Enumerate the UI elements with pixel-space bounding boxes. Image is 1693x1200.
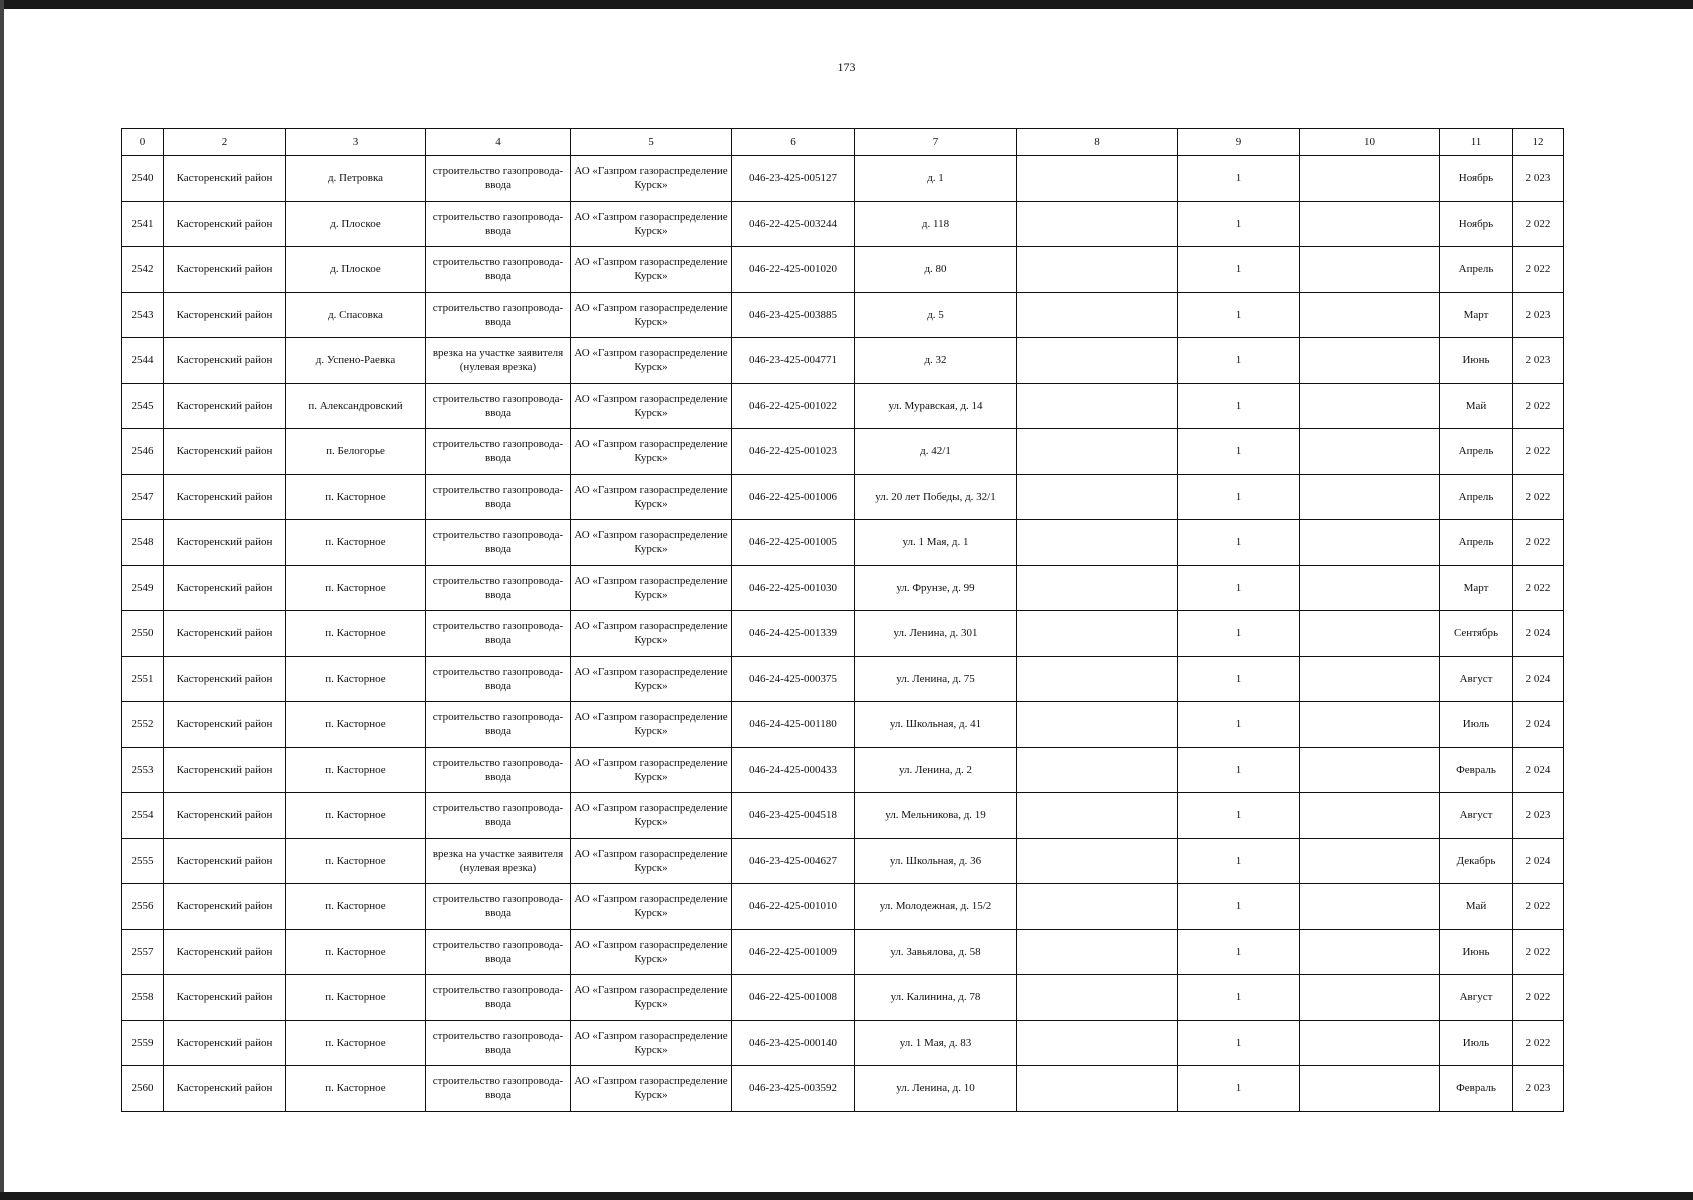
organization-cell: АО «Газпром газораспределение Курск»: [571, 1066, 732, 1112]
settlement-cell: п. Касторное: [286, 747, 426, 793]
column-10-cell: [1300, 747, 1440, 793]
column-10-cell: [1300, 884, 1440, 930]
table-row: [122, 702, 1564, 748]
column-8-cell: [1017, 611, 1178, 657]
page-number: 173: [837, 60, 856, 74]
table-row: [122, 793, 1564, 839]
column-header: 8: [1017, 129, 1178, 156]
organization-cell: АО «Газпром газораспределение Курск»: [571, 838, 732, 884]
quantity-cell: 1: [1178, 338, 1300, 384]
row-number: 2557: [122, 929, 164, 975]
month-cell: Апрель: [1440, 474, 1513, 520]
table-row: [122, 338, 1564, 384]
column-8-cell: [1017, 565, 1178, 611]
code-cell: 046-23-425-005127: [732, 156, 855, 202]
year-cell: 2 022: [1513, 884, 1564, 930]
row-number: 2541: [122, 201, 164, 247]
address-cell: ул. 1 Мая, д. 83: [855, 1020, 1017, 1066]
address-cell: ул. Ленина, д. 10: [855, 1066, 1017, 1112]
column-10-cell: [1300, 474, 1440, 520]
month-cell: Май: [1440, 383, 1513, 429]
row-number: 2558: [122, 975, 164, 1021]
district-cell: Касторенский район: [164, 611, 286, 657]
column-10-cell: [1300, 520, 1440, 566]
row-number: 2553: [122, 747, 164, 793]
district-cell: Касторенский район: [164, 929, 286, 975]
table-row: [122, 383, 1564, 429]
column-header: 11: [1440, 129, 1513, 156]
district-cell: Касторенский район: [164, 702, 286, 748]
table-row: [122, 929, 1564, 975]
table-row: [122, 247, 1564, 293]
address-cell: ул. Муравская, д. 14: [855, 383, 1017, 429]
row-number: 2546: [122, 429, 164, 475]
quantity-cell: 1: [1178, 702, 1300, 748]
address-cell: д. 1: [855, 156, 1017, 202]
row-number: 2552: [122, 702, 164, 748]
code-cell: 046-24-425-001339: [732, 611, 855, 657]
code-cell: 046-24-425-000433: [732, 747, 855, 793]
scan-border-top: [0, 0, 1693, 9]
work-type-cell: строительство газопровода-ввода: [426, 929, 571, 975]
table-row: [122, 565, 1564, 611]
quantity-cell: 1: [1178, 292, 1300, 338]
year-cell: 2 022: [1513, 1020, 1564, 1066]
table-row: [122, 838, 1564, 884]
organization-cell: АО «Газпром газораспределение Курск»: [571, 520, 732, 566]
column-8-cell: [1017, 747, 1178, 793]
quantity-cell: 1: [1178, 429, 1300, 475]
year-cell: 2 024: [1513, 702, 1564, 748]
column-10-cell: [1300, 929, 1440, 975]
settlement-cell: п. Касторное: [286, 474, 426, 520]
year-cell: 2 022: [1513, 975, 1564, 1021]
district-cell: Касторенский район: [164, 247, 286, 293]
settlement-cell: п. Касторное: [286, 702, 426, 748]
organization-cell: АО «Газпром газораспределение Курск»: [571, 201, 732, 247]
settlement-cell: п. Касторное: [286, 793, 426, 839]
column-10-cell: [1300, 611, 1440, 657]
organization-cell: АО «Газпром газораспределение Курск»: [571, 747, 732, 793]
column-header: 5: [571, 129, 732, 156]
quantity-cell: 1: [1178, 611, 1300, 657]
quantity-cell: 1: [1178, 975, 1300, 1021]
settlement-cell: п. Касторное: [286, 656, 426, 702]
quantity-cell: 1: [1178, 520, 1300, 566]
address-cell: ул. Завьялова, д. 58: [855, 929, 1017, 975]
code-cell: 046-22-425-001023: [732, 429, 855, 475]
quantity-cell: 1: [1178, 838, 1300, 884]
column-header: 10: [1300, 129, 1440, 156]
column-10-cell: [1300, 656, 1440, 702]
address-cell: ул. Школьная, д. 36: [855, 838, 1017, 884]
quantity-cell: 1: [1178, 1020, 1300, 1066]
quantity-cell: 1: [1178, 656, 1300, 702]
organization-cell: АО «Газпром газораспределение Курск»: [571, 793, 732, 839]
address-cell: ул. Школьная, д. 41: [855, 702, 1017, 748]
district-cell: Касторенский район: [164, 1066, 286, 1112]
quantity-cell: 1: [1178, 565, 1300, 611]
table-row: [122, 1020, 1564, 1066]
address-cell: д. 32: [855, 338, 1017, 384]
organization-cell: АО «Газпром газораспределение Курск»: [571, 338, 732, 384]
column-8-cell: [1017, 884, 1178, 930]
organization-cell: АО «Газпром газораспределение Курск»: [571, 656, 732, 702]
organization-cell: АО «Газпром газораспределение Курск»: [571, 884, 732, 930]
table-row: [122, 884, 1564, 930]
table-body: [122, 156, 1564, 1112]
quantity-cell: 1: [1178, 929, 1300, 975]
column-8-cell: [1017, 1066, 1178, 1112]
district-cell: Касторенский район: [164, 292, 286, 338]
table-row: [122, 975, 1564, 1021]
work-type-cell: строительство газопровода-ввода: [426, 1066, 571, 1112]
code-cell: 046-22-425-001006: [732, 474, 855, 520]
year-cell: 2 024: [1513, 656, 1564, 702]
work-type-cell: строительство газопровода-ввода: [426, 429, 571, 475]
organization-cell: АО «Газпром газораспределение Курск»: [571, 1020, 732, 1066]
column-8-cell: [1017, 520, 1178, 566]
work-type-cell: строительство газопровода-ввода: [426, 884, 571, 930]
settlement-cell: п. Касторное: [286, 1020, 426, 1066]
work-type-cell: строительство газопровода-ввода: [426, 611, 571, 657]
settlement-cell: д. Петровка: [286, 156, 426, 202]
settlement-cell: п. Касторное: [286, 1066, 426, 1112]
work-type-cell: врезка на участке заявителя (нулевая врезка): [426, 838, 571, 884]
organization-cell: АО «Газпром газораспределение Курск»: [571, 565, 732, 611]
table-header: [122, 129, 1564, 156]
column-8-cell: [1017, 838, 1178, 884]
district-cell: Касторенский район: [164, 1020, 286, 1066]
address-cell: ул. 1 Мая, д. 1: [855, 520, 1017, 566]
organization-cell: АО «Газпром газораспределение Курск»: [571, 975, 732, 1021]
quantity-cell: 1: [1178, 1066, 1300, 1112]
work-type-cell: строительство газопровода-ввода: [426, 201, 571, 247]
settlement-cell: п. Касторное: [286, 884, 426, 930]
code-cell: 046-24-425-001180: [732, 702, 855, 748]
row-number: 2544: [122, 338, 164, 384]
organization-cell: АО «Газпром газораспределение Курск»: [571, 611, 732, 657]
address-cell: ул. Ленина, д. 301: [855, 611, 1017, 657]
header-row: [122, 129, 1564, 156]
code-cell: 046-22-425-001009: [732, 929, 855, 975]
organization-cell: АО «Газпром газораспределение Курск»: [571, 156, 732, 202]
column-header: 6: [732, 129, 855, 156]
year-cell: 2 022: [1513, 383, 1564, 429]
column-header: 7: [855, 129, 1017, 156]
month-cell: Ноябрь: [1440, 201, 1513, 247]
year-cell: 2 022: [1513, 429, 1564, 475]
quantity-cell: 1: [1178, 884, 1300, 930]
district-cell: Касторенский район: [164, 747, 286, 793]
month-cell: Ноябрь: [1440, 156, 1513, 202]
column-8-cell: [1017, 1020, 1178, 1066]
work-type-cell: строительство газопровода-ввода: [426, 520, 571, 566]
district-cell: Касторенский район: [164, 201, 286, 247]
code-cell: 046-23-425-003885: [732, 292, 855, 338]
address-cell: д. 42/1: [855, 429, 1017, 475]
district-cell: Касторенский район: [164, 565, 286, 611]
column-10-cell: [1300, 383, 1440, 429]
row-number: 2543: [122, 292, 164, 338]
column-8-cell: [1017, 383, 1178, 429]
row-number: 2559: [122, 1020, 164, 1066]
settlement-cell: д. Успено-Раевка: [286, 338, 426, 384]
settlement-cell: п. Касторное: [286, 975, 426, 1021]
year-cell: 2 022: [1513, 520, 1564, 566]
year-cell: 2 024: [1513, 747, 1564, 793]
code-cell: 046-24-425-000375: [732, 656, 855, 702]
year-cell: 2 023: [1513, 338, 1564, 384]
month-cell: Июль: [1440, 1020, 1513, 1066]
code-cell: 046-23-425-000140: [732, 1020, 855, 1066]
table-row: [122, 747, 1564, 793]
row-number: 2549: [122, 565, 164, 611]
address-cell: ул. Калинина, д. 78: [855, 975, 1017, 1021]
column-10-cell: [1300, 156, 1440, 202]
column-header: 3: [286, 129, 426, 156]
settlement-cell: д. Плоское: [286, 201, 426, 247]
table-row: [122, 520, 1564, 566]
month-cell: Декабрь: [1440, 838, 1513, 884]
registry-table: [121, 128, 1564, 1112]
settlement-cell: п. Касторное: [286, 929, 426, 975]
settlement-cell: д. Плоское: [286, 247, 426, 293]
column-8-cell: [1017, 247, 1178, 293]
month-cell: Июнь: [1440, 929, 1513, 975]
year-cell: 2 023: [1513, 292, 1564, 338]
column-10-cell: [1300, 975, 1440, 1021]
year-cell: 2 022: [1513, 565, 1564, 611]
address-cell: д. 5: [855, 292, 1017, 338]
month-cell: Август: [1440, 793, 1513, 839]
work-type-cell: строительство газопровода-ввода: [426, 156, 571, 202]
column-8-cell: [1017, 474, 1178, 520]
district-cell: Касторенский район: [164, 838, 286, 884]
month-cell: Февраль: [1440, 747, 1513, 793]
code-cell: 046-22-425-001030: [732, 565, 855, 611]
column-8-cell: [1017, 656, 1178, 702]
organization-cell: АО «Газпром газораспределение Курск»: [571, 247, 732, 293]
table-row: [122, 474, 1564, 520]
scan-border-left: [0, 0, 4, 1200]
year-cell: 2 022: [1513, 201, 1564, 247]
work-type-cell: строительство газопровода-ввода: [426, 793, 571, 839]
code-cell: 046-23-425-004627: [732, 838, 855, 884]
quantity-cell: 1: [1178, 201, 1300, 247]
settlement-cell: п. Касторное: [286, 611, 426, 657]
settlement-cell: п. Касторное: [286, 838, 426, 884]
column-10-cell: [1300, 338, 1440, 384]
month-cell: Август: [1440, 656, 1513, 702]
column-header: 9: [1178, 129, 1300, 156]
column-10-cell: [1300, 247, 1440, 293]
year-cell: 2 022: [1513, 247, 1564, 293]
scan-border-bottom: [0, 1192, 1693, 1200]
district-cell: Касторенский район: [164, 656, 286, 702]
organization-cell: АО «Газпром газораспределение Курск»: [571, 292, 732, 338]
row-number: 2548: [122, 520, 164, 566]
table-row: [122, 201, 1564, 247]
settlement-cell: п. Александровский: [286, 383, 426, 429]
column-header: 2: [164, 129, 286, 156]
work-type-cell: строительство газопровода-ввода: [426, 383, 571, 429]
column-10-cell: [1300, 1020, 1440, 1066]
settlement-cell: п. Касторное: [286, 520, 426, 566]
row-number: 2554: [122, 793, 164, 839]
table-row: [122, 611, 1564, 657]
row-number: 2560: [122, 1066, 164, 1112]
table-row: [122, 292, 1564, 338]
column-8-cell: [1017, 201, 1178, 247]
column-header: 4: [426, 129, 571, 156]
column-8-cell: [1017, 429, 1178, 475]
month-cell: Июль: [1440, 702, 1513, 748]
organization-cell: АО «Газпром газораспределение Курск»: [571, 702, 732, 748]
column-10-cell: [1300, 429, 1440, 475]
row-number: 2551: [122, 656, 164, 702]
address-cell: д. 118: [855, 201, 1017, 247]
work-type-cell: строительство газопровода-ввода: [426, 565, 571, 611]
code-cell: 046-22-425-001020: [732, 247, 855, 293]
quantity-cell: 1: [1178, 156, 1300, 202]
work-type-cell: строительство газопровода-ввода: [426, 747, 571, 793]
column-10-cell: [1300, 793, 1440, 839]
column-10-cell: [1300, 1066, 1440, 1112]
district-cell: Касторенский район: [164, 338, 286, 384]
quantity-cell: 1: [1178, 383, 1300, 429]
quantity-cell: 1: [1178, 793, 1300, 839]
year-cell: 2 024: [1513, 611, 1564, 657]
month-cell: Сентябрь: [1440, 611, 1513, 657]
code-cell: 046-22-425-001005: [732, 520, 855, 566]
work-type-cell: строительство газопровода-ввода: [426, 292, 571, 338]
district-cell: Касторенский район: [164, 474, 286, 520]
address-cell: ул. 20 лет Победы, д. 32/1: [855, 474, 1017, 520]
column-10-cell: [1300, 838, 1440, 884]
column-10-cell: [1300, 565, 1440, 611]
district-cell: Касторенский район: [164, 793, 286, 839]
quantity-cell: 1: [1178, 747, 1300, 793]
row-number: 2555: [122, 838, 164, 884]
column-10-cell: [1300, 201, 1440, 247]
row-number: 2556: [122, 884, 164, 930]
settlement-cell: д. Спасовка: [286, 292, 426, 338]
district-cell: Касторенский район: [164, 383, 286, 429]
code-cell: 046-23-425-004771: [732, 338, 855, 384]
quantity-cell: 1: [1178, 247, 1300, 293]
column-8-cell: [1017, 338, 1178, 384]
settlement-cell: п. Касторное: [286, 565, 426, 611]
row-number: 2550: [122, 611, 164, 657]
month-cell: Апрель: [1440, 247, 1513, 293]
organization-cell: АО «Газпром газораспределение Курск»: [571, 429, 732, 475]
code-cell: 046-22-425-001022: [732, 383, 855, 429]
work-type-cell: строительство газопровода-ввода: [426, 702, 571, 748]
work-type-cell: строительство газопровода-ввода: [426, 656, 571, 702]
year-cell: 2 023: [1513, 156, 1564, 202]
code-cell: 046-23-425-003592: [732, 1066, 855, 1112]
address-cell: ул. Фрунзе, д. 99: [855, 565, 1017, 611]
year-cell: 2 022: [1513, 929, 1564, 975]
settlement-cell: п. Белогорье: [286, 429, 426, 475]
work-type-cell: строительство газопровода-ввода: [426, 975, 571, 1021]
row-number: 2547: [122, 474, 164, 520]
district-cell: Касторенский район: [164, 884, 286, 930]
column-10-cell: [1300, 292, 1440, 338]
column-8-cell: [1017, 702, 1178, 748]
work-type-cell: строительство газопровода-ввода: [426, 474, 571, 520]
year-cell: 2 023: [1513, 793, 1564, 839]
month-cell: Июнь: [1440, 338, 1513, 384]
column-8-cell: [1017, 793, 1178, 839]
year-cell: 2 023: [1513, 1066, 1564, 1112]
month-cell: Март: [1440, 565, 1513, 611]
code-cell: 046-22-425-001008: [732, 975, 855, 1021]
column-8-cell: [1017, 292, 1178, 338]
code-cell: 046-22-425-003244: [732, 201, 855, 247]
organization-cell: АО «Газпром газораспределение Курск»: [571, 929, 732, 975]
month-cell: Март: [1440, 292, 1513, 338]
month-cell: Апрель: [1440, 429, 1513, 475]
table-row: [122, 156, 1564, 202]
code-cell: 046-22-425-001010: [732, 884, 855, 930]
work-type-cell: врезка на участке заявителя (нулевая врезка): [426, 338, 571, 384]
table-row: [122, 429, 1564, 475]
district-cell: Касторенский район: [164, 520, 286, 566]
district-cell: Касторенский район: [164, 429, 286, 475]
work-type-cell: строительство газопровода-ввода: [426, 247, 571, 293]
code-cell: 046-23-425-004518: [732, 793, 855, 839]
row-number: 2542: [122, 247, 164, 293]
quantity-cell: 1: [1178, 474, 1300, 520]
address-cell: ул. Молодежная, д. 15/2: [855, 884, 1017, 930]
organization-cell: АО «Газпром газораспределение Курск»: [571, 474, 732, 520]
month-cell: Апрель: [1440, 520, 1513, 566]
table-row: [122, 1066, 1564, 1112]
column-8-cell: [1017, 929, 1178, 975]
work-type-cell: строительство газопровода-ввода: [426, 1020, 571, 1066]
district-cell: Касторенский район: [164, 975, 286, 1021]
column-header: 12: [1513, 129, 1564, 156]
column-header: 0: [122, 129, 164, 156]
year-cell: 2 024: [1513, 838, 1564, 884]
table-row: [122, 656, 1564, 702]
month-cell: Май: [1440, 884, 1513, 930]
year-cell: 2 022: [1513, 474, 1564, 520]
month-cell: Август: [1440, 975, 1513, 1021]
district-cell: Касторенский район: [164, 156, 286, 202]
row-number: 2540: [122, 156, 164, 202]
address-cell: ул. Мельникова, д. 19: [855, 793, 1017, 839]
address-cell: ул. Ленина, д. 2: [855, 747, 1017, 793]
column-8-cell: [1017, 975, 1178, 1021]
organization-cell: АО «Газпром газораспределение Курск»: [571, 383, 732, 429]
address-cell: д. 80: [855, 247, 1017, 293]
row-number: 2545: [122, 383, 164, 429]
column-10-cell: [1300, 702, 1440, 748]
month-cell: Февраль: [1440, 1066, 1513, 1112]
column-8-cell: [1017, 156, 1178, 202]
address-cell: ул. Ленина, д. 75: [855, 656, 1017, 702]
